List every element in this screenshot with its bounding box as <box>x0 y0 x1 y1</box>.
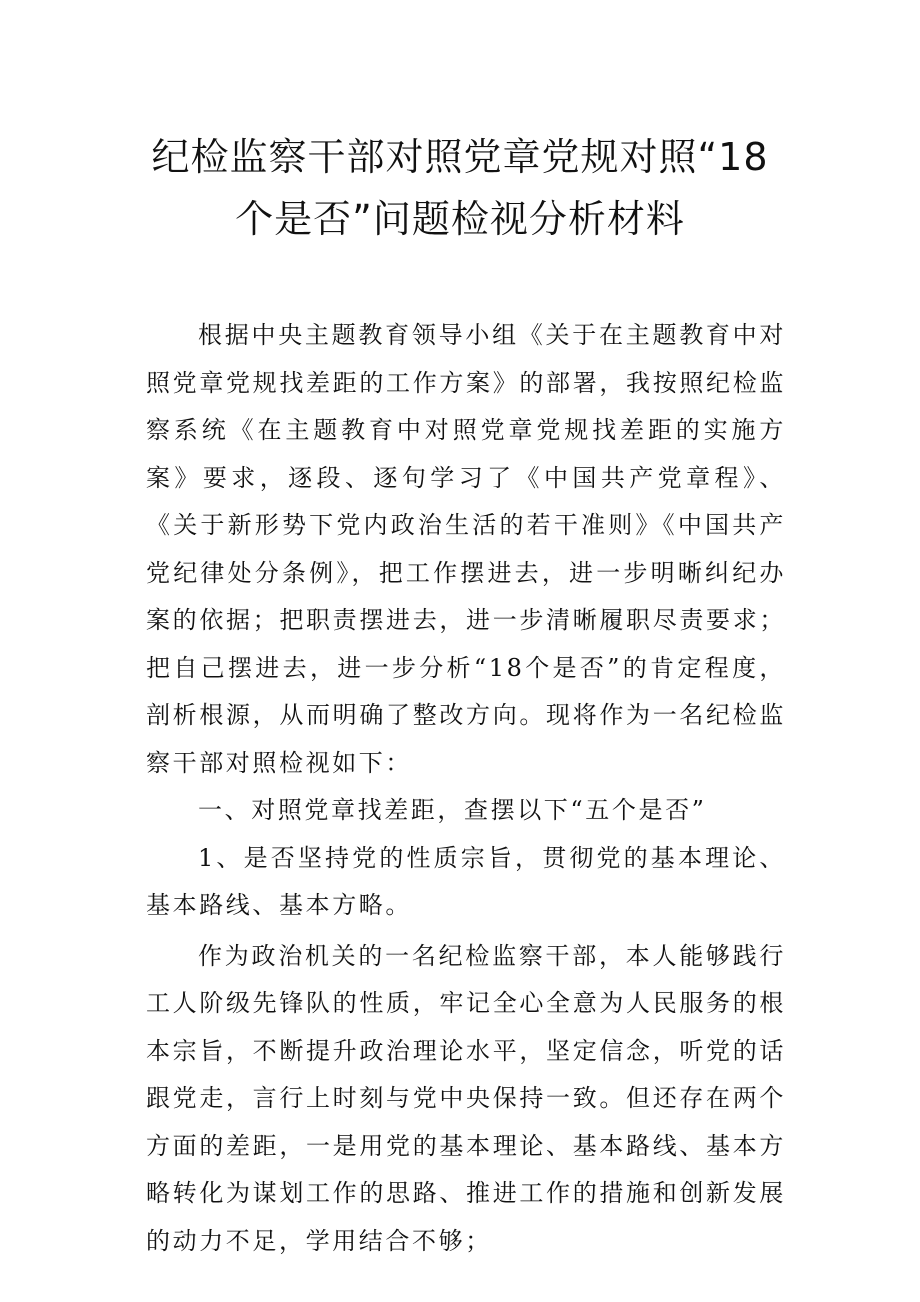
title-line-2: 个是否”问题检视分析材料 <box>235 197 685 241</box>
document-title <box>110 126 810 250</box>
paragraph-item-1-body: 作为政治机关的一名纪检监察干部，本人能够践行工人阶级先锋队的性质，牢记全心全意为人民服务的根本宗旨，不断提升政治理论水平，坚定信念，听党的话跟党走，言行上时刻与党中央保持一致。但还存在两个方面的差距，一是用党的基本理论、基本路线、基本方略转化为谋划工作的思路、推进工作的措施和创新发展的动力不足，学用结合不够； <box>146 941 786 1255</box>
document-body <box>146 312 786 1265</box>
paragraph-intro: 根据中央主题教育领导小组《关于在主题教育中对照党章党规找差距的工作方案》的部署，我按照纪检监察系统《在主题教育中对照党章党规找差距的实施方案》要求，逐段、逐句学习了《中国共产党章程》、《关于新形势下党内政治生活的若干准则》《中国共产党纪律处分条例》，把工作摆进去，进一步明晰纠纪办案的依据；把职责摆进去，进一步清晰履职尽责要求；把自己摆进去，进一步分析“18个是否”的肯定程度，剖析根源，从而明确了整改方向。现将作为一名纪检监察干部对照检视如下： <box>146 321 786 777</box>
item-heading-1: 1、是否坚持党的性质宗旨，贯彻党的基本理论、基本路线、基本方略。 <box>146 843 786 919</box>
title-line-1: 纪检监察干部对照党章党规对照“18 <box>151 135 769 179</box>
section-heading-1: 一、对照党章找差距，查摆以下“五个是否” <box>198 796 707 824</box>
